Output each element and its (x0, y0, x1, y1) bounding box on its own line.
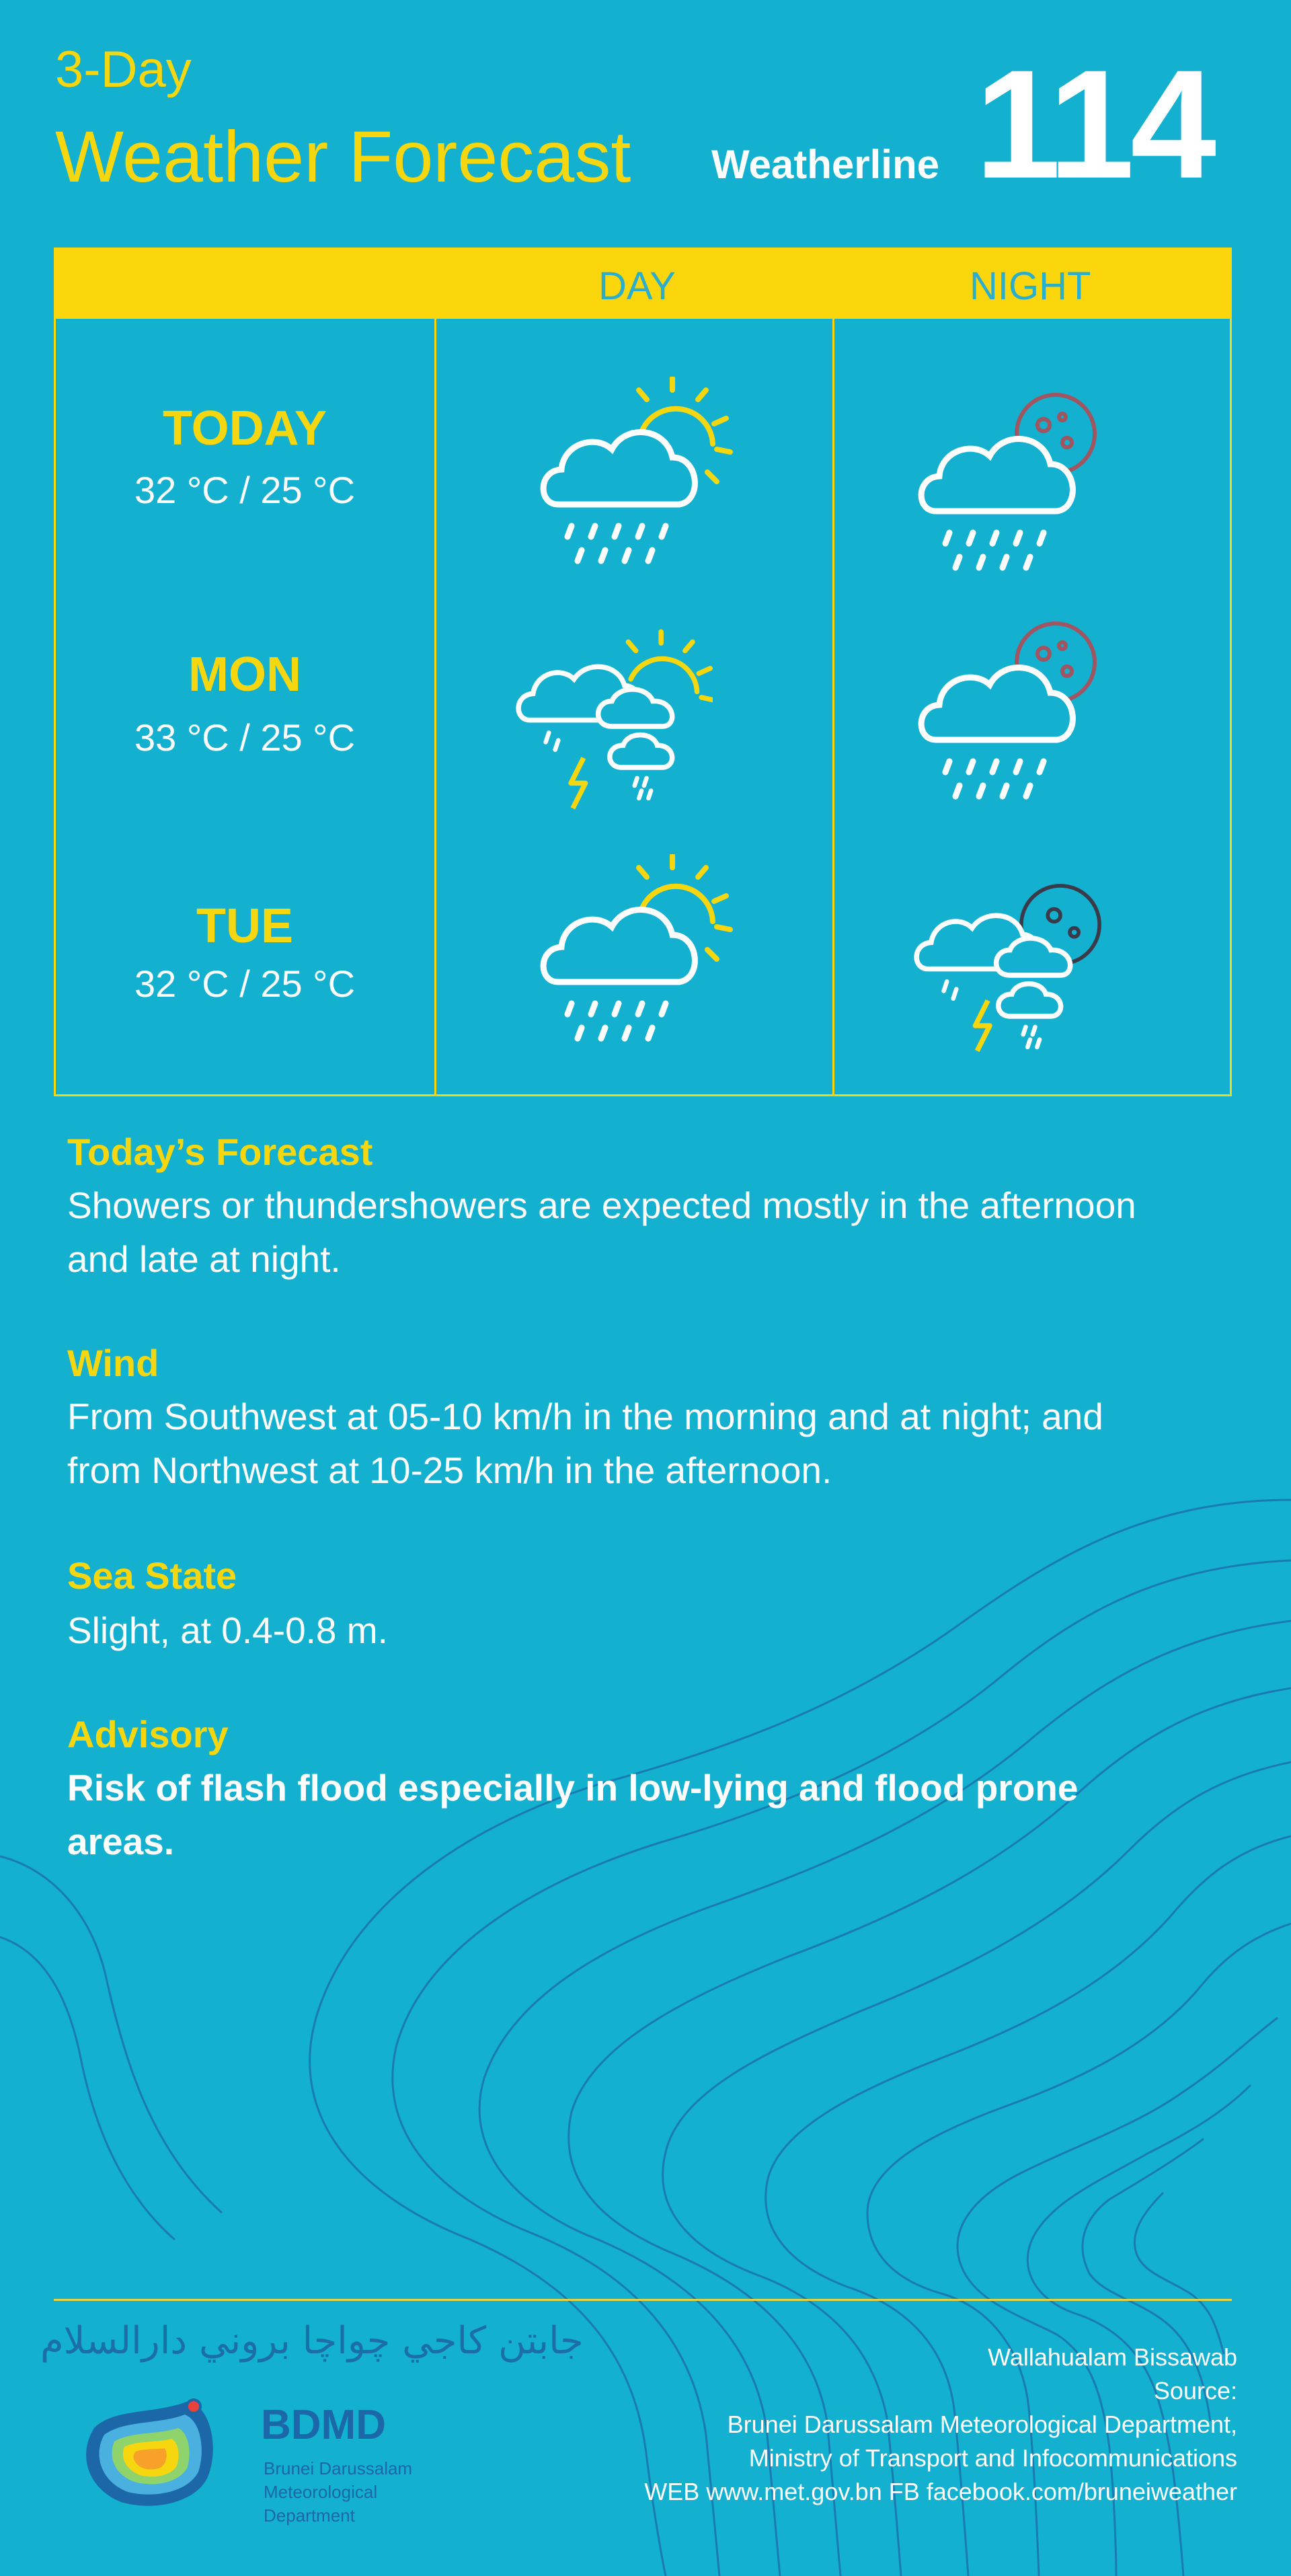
rain-moon-icon (909, 612, 1111, 814)
forecast-line: Showers or thundershowers are expected mostly in the afternoon (67, 1184, 1136, 1226)
bdmd-name-line: Brunei Darussalam (264, 2458, 413, 2478)
credits-block (644, 2341, 1237, 2509)
rain-sun-icon (531, 854, 733, 1056)
rain-sun-icon (531, 377, 733, 578)
sea-state-heading: Sea State (67, 1554, 237, 1597)
wind-heading: Wind (67, 1342, 159, 1384)
forecast-text (67, 1178, 1224, 1286)
jawi-title: جابتن کاجي چواچا بروني دارالسلام (40, 2319, 584, 2363)
advisory-text (67, 1761, 1224, 1868)
bdmd-abbreviation: BDMD (261, 2402, 386, 2448)
row-temp-today: 32 °C / 25 °C (134, 469, 356, 511)
credit-links[interactable]: WEB www.met.gov.bn FB facebook.com/bruneiweather (644, 2478, 1237, 2505)
row-day-mon: MON (188, 648, 301, 702)
column-divider (832, 319, 834, 1096)
credit-line: Ministry of Transport and Infocommunications (748, 2444, 1237, 2472)
rain-moon-icon (909, 383, 1111, 585)
footer-divider (54, 2299, 1232, 2301)
bdmd-logo-icon (74, 2388, 229, 2515)
forecast-heading: Today’s Forecast (67, 1131, 373, 1173)
thunderstorm-sun-icon (511, 626, 713, 827)
header-subtitle: 3-Day (55, 41, 192, 98)
row-day-tue: TUE (196, 899, 293, 953)
table-header (54, 248, 1232, 319)
advisory-line: Risk of flash flood especially in low-lying and flood prone (67, 1767, 1079, 1809)
thunderstorm-moon-icon (909, 874, 1111, 1076)
row-temp-mon: 33 °C / 25 °C (134, 716, 356, 759)
column-header-night: NIGHT (970, 264, 1091, 308)
credit-line: Brunei Darussalam Meteorological Department, (727, 2411, 1237, 2438)
sea-state-text (67, 1603, 1224, 1657)
weatherline-number[interactable]: 114 (975, 38, 1213, 211)
row-temp-tue: 32 °C / 25 °C (134, 962, 356, 1005)
weatherline-label: Weatherline (711, 142, 939, 187)
credit-line: Wallahualam Bissawab (988, 2343, 1237, 2371)
forecast-line: and late at night. (67, 1238, 341, 1280)
page-title: Weather Forecast (55, 116, 631, 197)
wind-text (67, 1390, 1224, 1497)
credit-line: Source: (1153, 2377, 1237, 2404)
advisory-line: areas. (67, 1821, 175, 1862)
sea-state-line: Slight, at 0.4-0.8 m. (67, 1609, 388, 1651)
wind-line: from Northwest at 10-25 km/h in the afternoon. (67, 1449, 832, 1491)
column-header-day: DAY (598, 264, 676, 308)
row-day-today: TODAY (162, 402, 327, 455)
advisory-heading: Advisory (67, 1713, 229, 1755)
bdmd-name-line: Meteorological (264, 2482, 378, 2502)
bdmd-name-line: Department (264, 2505, 355, 2526)
wind-line: From Southwest at 05-10 km/h in the morning and at night; and (67, 1396, 1103, 1437)
